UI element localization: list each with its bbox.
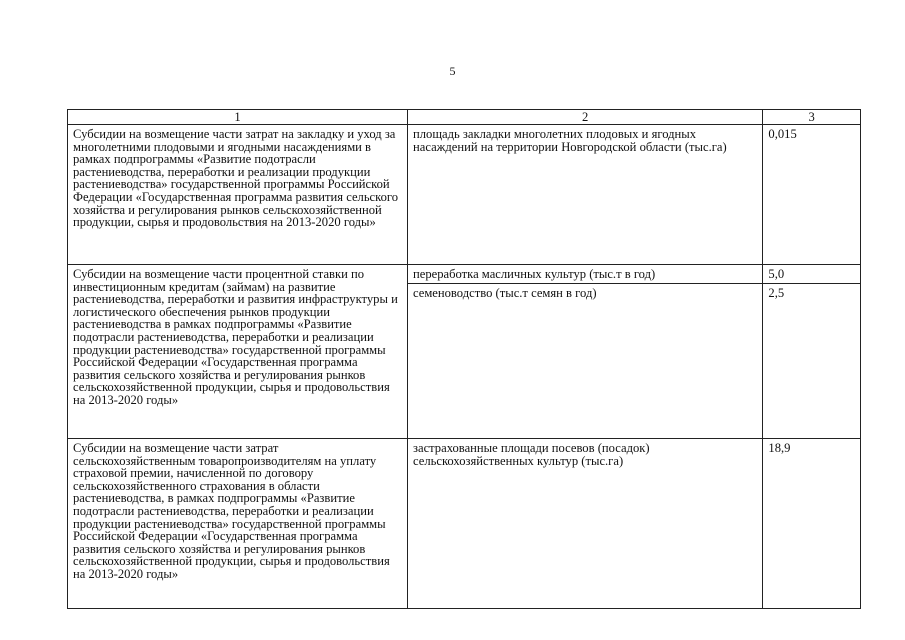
subsidy-cell: Субсидии на возмещение части затрат сельскохозяйственным товаропроизводителям на уплату страховой премии, начисленной по договору сельскохозяйственного страхования в области растениеводства, в рамках подпрограммы «Развитие подотрасли растениеводства, переработки и реализации продукции растениеводства» государственной программы Российской Федерации «Государственная программа развития сельского хозяйства и регулирования рынков сельскохозяйственной продукции, сырья и продовольствия на 2013-2020 годы» xyxy=(68,439,408,609)
subsidy-cell: Субсидии на возмещение части затрат на закладку и уход за многолетними плодовыми и ягодными насаждениями в рамках подпрограммы «Развитие подотрасли растениеводства, переработки и реализации продукции растениеводства» государственной программы Российской Федерации «Государственная программа развития сельского хозяйства и регулирования рынков сельскохозяйственной продукции, сырья и продовольствия на 2013-2020 годы» xyxy=(68,125,408,265)
table-row xyxy=(68,439,861,609)
value-cell: 18,9 xyxy=(763,439,861,609)
value-cell: 2,5 xyxy=(763,284,861,439)
table-row xyxy=(68,265,861,284)
value-cell: 0,015 xyxy=(763,125,861,265)
value-cell: 5,0 xyxy=(763,265,861,284)
indicator-cell: семеноводство (тыс.т семян в год) xyxy=(408,284,763,439)
table-row xyxy=(68,125,861,265)
subsidy-cell: Субсидии на возмещение части процентной ставки по инвестиционным кредитам (займам) на развитие растениеводства, переработки и развития инфраструктуры и логистического обеспечения рынков продукции растениеводства в рамках подпрограммы «Развитие подотрасли растениеводства, переработки и реализации продукции растениеводства» государственной программы Российской Федерации «Государственная программа развития сельского хозяйства и регулирования рынков сельскохозяйственной продукции, сырья и продовольствия на 2013-2020 годы» xyxy=(68,265,408,439)
table-header-row xyxy=(68,110,861,125)
subsidies-table xyxy=(67,109,861,609)
indicator-cell: площадь закладки многолетних плодовых и ягодных насаждений на территории Новгородской области (тыс.га) xyxy=(408,125,763,265)
page-number: 5 xyxy=(449,64,456,78)
column-header-1: 1 xyxy=(68,110,408,125)
column-header-2: 2 xyxy=(408,110,763,125)
column-header-3: 3 xyxy=(763,110,861,125)
indicator-cell: переработка масличных культур (тыс.т в год) xyxy=(408,265,763,284)
indicator-cell: застрахованные площади посевов (посадок) сельскохозяйственных культур (тыс.га) xyxy=(408,439,763,609)
